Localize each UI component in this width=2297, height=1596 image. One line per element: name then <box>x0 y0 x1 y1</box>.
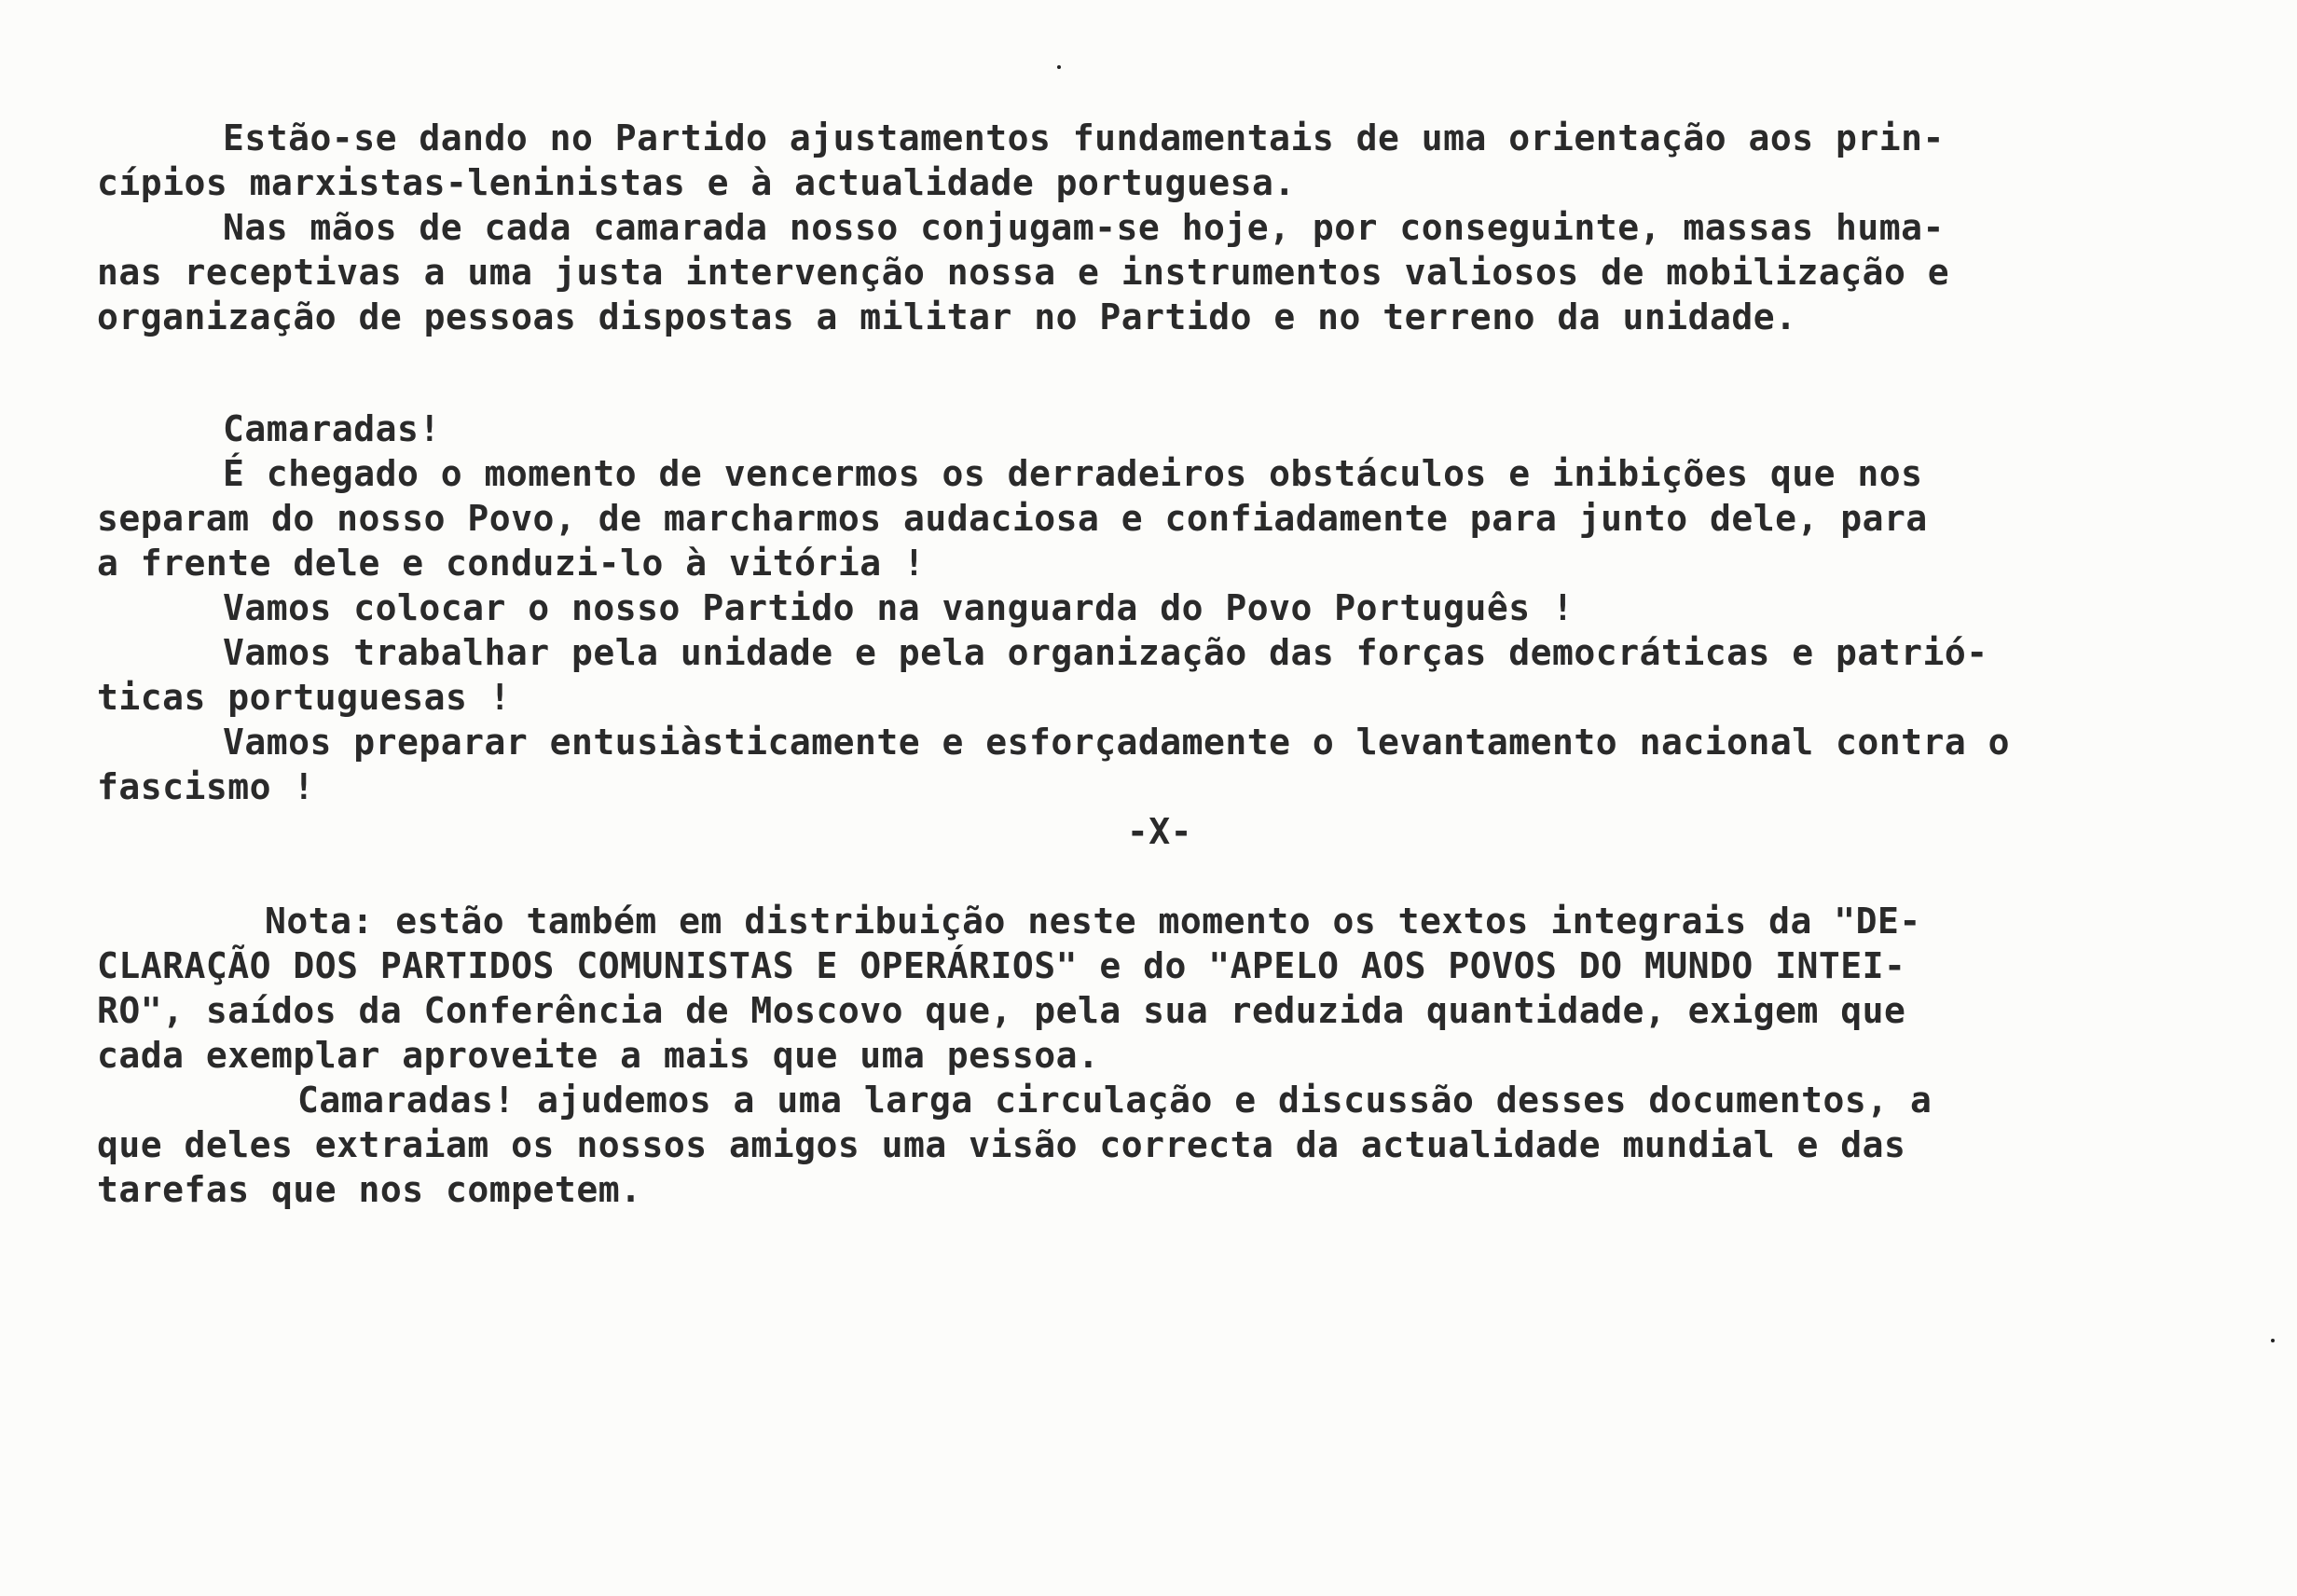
paragraph-line: a frente dele e conduzi-lo à vitória ! <box>97 543 926 584</box>
slogan-line: Vamos trabalhar pela unidade e pela organização das forças democráticas e patrió- <box>223 632 1988 673</box>
note-line: Nota: estão também em distribuição neste momento os textos integrais da "DE- <box>265 901 1921 942</box>
note-line: CLARAÇÃO DOS PARTIDOS COMUNISTAS E OPERÁRIOS" e do "APELO AOS POVOS DO MUNDO INTEI- <box>97 945 1906 986</box>
note-line: RO", saídos da Conferência de Moscovo que, pela sua reduzida quantidade, exigem que <box>97 990 1906 1031</box>
paragraph-line: separam do nosso Povo, de marcharmos audaciosa e confiadamente para junto dele, para <box>97 498 1928 539</box>
paragraph-line: nas receptivas a uma justa intervenção nossa e instrumentos valiosos de mobilização e <box>97 252 1950 293</box>
paragraph-line: organização de pessoas dispostas a militar no Partido e no terreno da unidade. <box>97 296 1797 337</box>
ink-speck <box>1057 65 1061 69</box>
slogan-line: ticas portuguesas ! <box>97 677 512 718</box>
paragraph-line: É chegado o momento de vencermos os derradeiros obstáculos e inibições que nos <box>223 453 1923 494</box>
paragraph-line: Estão-se dando no Partido ajustamentos fundamentais de uma orientação aos prin- <box>223 117 1945 158</box>
closing-line: Camaradas! ajudemos a uma larga circulação e discussão desses documentos, a <box>297 1080 1933 1121</box>
paragraph-line: Nas mãos de cada camarada nosso conjugam-se hoje, por conseguinte, massas huma- <box>223 207 1945 248</box>
paragraph-line: cípios marxistas-leninistas e à actualidade portuguesa. <box>97 162 1296 203</box>
ink-speck <box>2271 1339 2275 1342</box>
note-line: cada exemplar aproveite a mais que uma pessoa. <box>97 1035 1100 1076</box>
typewritten-text <box>97 116 2222 1212</box>
slogan-line: fascismo ! <box>97 766 315 807</box>
slogan-line: Vamos preparar entusiàsticamente e esforçadamente o levantamento nacional contra o <box>223 722 2010 763</box>
section-separator: -X- <box>1126 811 1193 852</box>
salutation: Camaradas! <box>223 408 441 449</box>
closing-line: que deles extraiam os nossos amigos uma visão correcta da actualidade mundial e das <box>97 1124 1906 1165</box>
slogan-line: Vamos colocar o nosso Partido na vanguarda do Povo Português ! <box>223 587 1575 628</box>
closing-line: tarefas que nos competem. <box>97 1169 642 1210</box>
